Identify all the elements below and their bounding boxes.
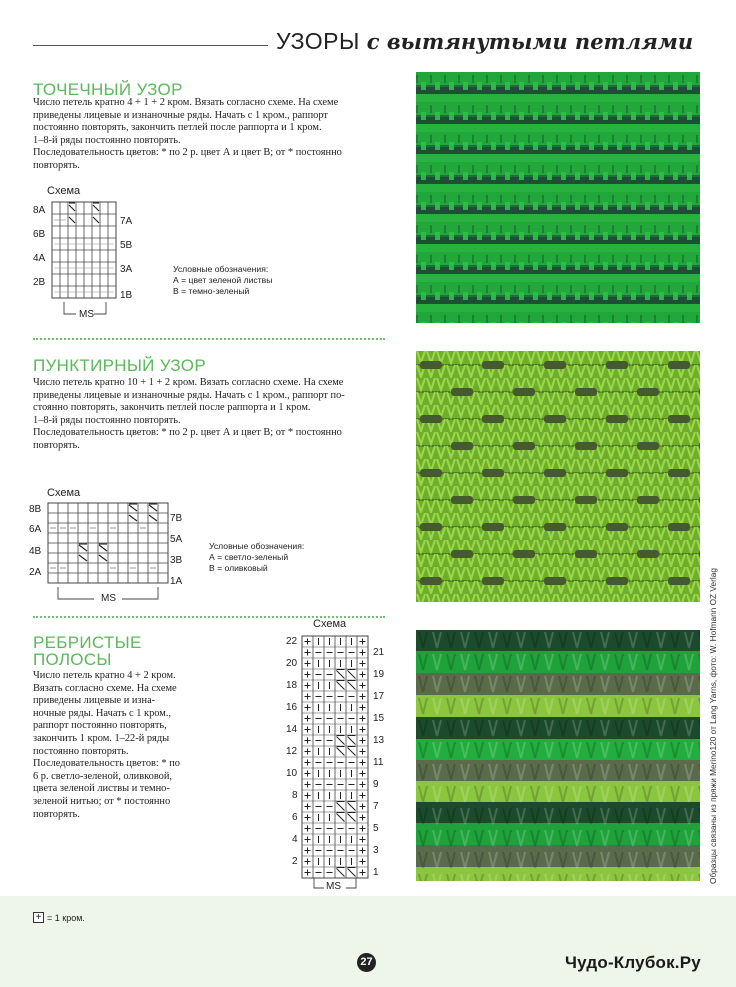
body-line: ночные ряды. Начать с 1 кром., (33, 707, 172, 719)
edge-stitch-mark (305, 683, 311, 689)
row-label: 8A (33, 205, 46, 216)
edge-stitch-mark (305, 639, 311, 645)
body-line: приведены лицевые и изнаночные ряды. Начать с 1 кром., раппорт (33, 109, 328, 121)
row-label: 4 (292, 834, 298, 845)
body-line: приведены лицевые и изнаночные ряды. Начать с 1 кром., раппорт по- (33, 389, 345, 401)
photo-credit: Образцы связаны из пряжи Merino120 от Lang Yarns, фото: W. Hofmann OZ Verlag (708, 568, 718, 884)
body-line: 1–8-й ряды постоянно повторять. (33, 134, 181, 146)
edge-stitch-mark (305, 771, 311, 777)
slip-stitch-mark (348, 802, 356, 811)
body-line: Последовательность цветов: * по (33, 758, 180, 770)
edge-stitch-mark (305, 672, 311, 678)
row-label: 3A (120, 264, 133, 275)
body-line: закончить 1 кром. 1–22-й ряды (33, 732, 170, 744)
row-label: 5 (373, 823, 379, 834)
edge-stitch-label: = 1 кром. (47, 912, 85, 923)
body-line: стоянно повторять, закончить петлей после раппорта и 1 кром. (33, 402, 311, 414)
edge-stitch-mark (360, 848, 366, 854)
edge-stitch-mark (305, 760, 311, 766)
row-label: 6B (33, 229, 46, 240)
slip-stitch-mark (348, 813, 356, 822)
edge-stitch-mark (305, 650, 311, 656)
row-label: 1A (170, 576, 183, 587)
body-line: 6 р. светло-зеленой, оливковой, (33, 770, 173, 782)
row-label: 12 (286, 746, 298, 757)
edge-stitch-mark (360, 661, 366, 667)
header-rule (33, 45, 268, 46)
edge-stitch-mark (360, 804, 366, 810)
page-title-main: УЗОРЫ (276, 28, 367, 54)
edge-stitch-mark (305, 804, 311, 810)
legend-line: А = цвет зеленой листвы (173, 275, 273, 285)
schema-label: Схема (313, 618, 347, 630)
legend-dashed (209, 541, 304, 574)
edge-stitch-mark (360, 782, 366, 788)
edge-stitch-mark (305, 705, 311, 711)
page-title (276, 28, 693, 55)
body-line: 1–8-й ряды постоянно повторять. (33, 414, 181, 426)
row-label: 8B (29, 504, 42, 515)
swatch-photo-ribbed (416, 630, 700, 881)
edge-stitch-mark (305, 716, 311, 722)
edge-stitch-mark (360, 727, 366, 733)
swatch-photo-dashed (416, 351, 700, 602)
edge-stitch-mark (305, 859, 311, 865)
edge-stitch-mark (360, 672, 366, 678)
section-body-ribbed (33, 670, 180, 821)
edge-stitch-mark (305, 848, 311, 854)
ms-label: MS (79, 309, 94, 320)
section-title-dotted: ТОЧЕЧНЫЙ УЗОР (33, 80, 183, 99)
section-divider (33, 338, 385, 340)
legend-line: В = темно-зеленый (173, 286, 250, 296)
row-label: 1B (120, 290, 133, 301)
row-label: 2 (292, 856, 298, 867)
body-line: цвета зеленой листвы и темно- (33, 783, 170, 795)
body-line: повторять. (33, 439, 80, 451)
row-label: 16 (286, 702, 298, 713)
row-label: 6 (292, 812, 298, 823)
title-line: ПОЛОСЫ (33, 650, 112, 669)
edge-stitch-mark (305, 694, 311, 700)
slip-stitch-mark (337, 736, 345, 745)
body-line: повторять. (33, 808, 80, 820)
grid-svg (52, 202, 116, 298)
edge-stitch-mark (360, 694, 366, 700)
body-line: Число петель кратно 10 + 1 + 2 кром. Вязать согласно схеме. На схеме (33, 377, 344, 388)
edge-stitch-mark (360, 870, 366, 876)
ms-label: MS (326, 881, 341, 892)
row-label: 7 (373, 801, 379, 812)
edge-stitch-mark (360, 716, 366, 722)
edge-stitch-mark (360, 683, 366, 689)
slip-stitch-mark (337, 802, 345, 811)
row-label: 15 (373, 713, 385, 724)
title-line: РЕБРИСТЫЕ (33, 633, 142, 652)
legend-line: Условные обозначения: (173, 264, 269, 274)
row-label: 4A (33, 253, 46, 264)
row-label: 13 (373, 735, 385, 746)
chart-grid-ribbed (302, 636, 368, 878)
row-label: 3 (373, 845, 379, 856)
legend-line: Условные обозначения: (209, 541, 305, 551)
row-label: 17 (373, 691, 385, 702)
edge-stitch-mark (360, 738, 366, 744)
schema-label: Схема (47, 487, 81, 499)
edge-stitch-mark (360, 760, 366, 766)
slip-stitch-mark (337, 670, 345, 679)
edge-stitch-mark (360, 837, 366, 843)
row-label: 7B (170, 513, 183, 524)
edge-stitch-mark (305, 727, 311, 733)
edge-stitch-mark (360, 859, 366, 865)
row-label: 21 (373, 647, 385, 658)
swatch-photo-dotted (416, 72, 700, 323)
edge-stitch-mark (305, 661, 311, 667)
legend-line: В = оливковый (209, 563, 268, 573)
row-label: 7A (120, 216, 133, 227)
edge-stitch-mark (305, 870, 311, 876)
body-line: постоянно повторять, закончить петлей после раппорта и 1 кром. (33, 122, 322, 134)
page-number: 27 (357, 953, 376, 972)
site-watermark: Чудо-Клубок.Ру (565, 953, 701, 972)
section-title-ribbed (33, 634, 142, 668)
edge-stitch-mark (360, 793, 366, 799)
section-body-dashed (33, 377, 345, 453)
row-label: 20 (286, 658, 298, 669)
edge-stitch-mark (360, 771, 366, 777)
edge-stitch-mark (360, 650, 366, 656)
row-label: 3B (170, 555, 183, 566)
row-label: 4B (29, 546, 42, 557)
body-line: Последовательность цветов: * по 2 р. цвет А и цвет В; от * постоянно (33, 427, 342, 439)
row-label: 18 (286, 680, 298, 691)
body-line: раппорт постоянно повторять, (33, 720, 167, 732)
row-label: 2B (33, 277, 46, 288)
edge-stitch-mark (360, 826, 366, 832)
schema-label: Схема (47, 185, 81, 197)
row-label: 11 (373, 757, 384, 768)
edge-stitch-mark (360, 705, 366, 711)
chart-grid-dashed (48, 503, 168, 583)
legend-edge-stitch (33, 912, 85, 923)
page-title-script: с вытянутыми петлями (366, 29, 694, 54)
legend-dotted (173, 264, 272, 297)
slip-stitch-mark (348, 681, 356, 690)
ms-label: MS (101, 593, 116, 604)
row-label: 1 (373, 867, 379, 878)
slip-stitch-mark (337, 747, 345, 756)
body-line: приведены лицевые и изна- (33, 695, 156, 707)
plus-icon: + (33, 912, 44, 923)
slip-stitch-mark (337, 813, 345, 822)
edge-stitch-mark (305, 815, 311, 821)
body-line: постоянно повторять. (33, 745, 129, 757)
edge-stitch-mark (305, 837, 311, 843)
body-line: повторять. (33, 159, 80, 171)
grid-svg (48, 503, 168, 583)
row-label: 6A (29, 524, 42, 535)
row-label: 5A (170, 534, 183, 545)
edge-stitch-mark (305, 749, 311, 755)
row-label: 8 (292, 790, 298, 801)
edge-stitch-mark (360, 639, 366, 645)
edge-stitch-mark (360, 749, 366, 755)
legend-line: А = светло-зеленый (209, 552, 289, 562)
edge-stitch-mark (305, 826, 311, 832)
edge-stitch-mark (305, 738, 311, 744)
row-label: 14 (286, 724, 298, 735)
section-body-dotted (33, 97, 342, 173)
grid-svg (302, 636, 368, 878)
edge-stitch-mark (360, 815, 366, 821)
edge-stitch-mark (305, 782, 311, 788)
edge-stitch-mark (305, 793, 311, 799)
slip-stitch-mark (348, 736, 356, 745)
row-label: 19 (373, 669, 385, 680)
row-label: 2A (29, 567, 42, 578)
row-label: 5B (120, 240, 133, 251)
body-line: Вязать согласно схеме. На схеме (33, 682, 177, 694)
row-label: 10 (286, 768, 298, 779)
section-title-dashed: ПУНКТИРНЫЙ УЗОР (33, 356, 206, 375)
footer-band (0, 896, 736, 987)
body-line: Число петель кратно 4 + 2 кром. (33, 670, 176, 681)
body-line: Число петель кратно 4 + 1 + 2 кром. Вязать согласно схеме. На схеме (33, 97, 339, 108)
slip-stitch-mark (348, 670, 356, 679)
slip-stitch-mark (337, 681, 345, 690)
body-line: Последовательность цветов: * по 2 р. цвет А и цвет В; от * постоянно (33, 147, 342, 159)
row-label: 9 (373, 779, 379, 790)
chart-grid-dotted (52, 202, 116, 298)
body-line: зеленой нитью; от * постоянно (33, 795, 171, 807)
slip-stitch-mark (348, 747, 356, 756)
row-label: 22 (286, 636, 298, 647)
